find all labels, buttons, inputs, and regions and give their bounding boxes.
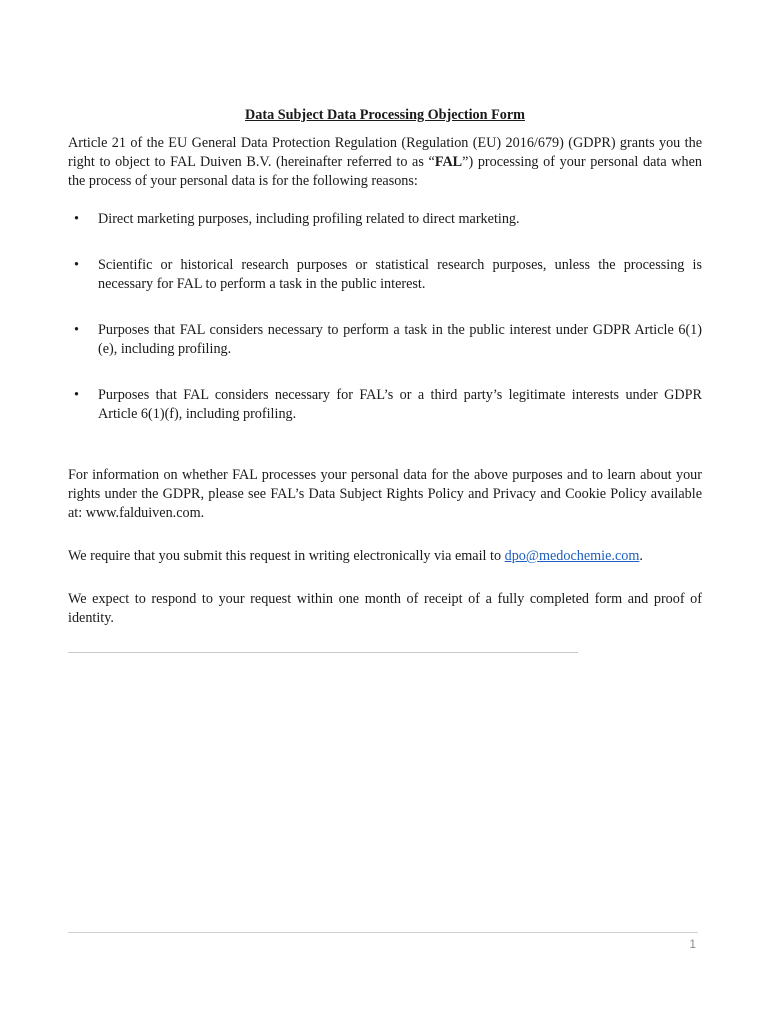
separator-line bbox=[68, 652, 578, 653]
bullet-icon: • bbox=[74, 322, 79, 338]
footer-divider bbox=[68, 932, 698, 933]
submit-paragraph bbox=[68, 547, 702, 566]
intro-bold-fal: FAL bbox=[434, 154, 463, 170]
intro-paragraph bbox=[68, 134, 702, 191]
list-item bbox=[68, 386, 702, 424]
list-item bbox=[68, 256, 702, 294]
list-item bbox=[68, 321, 702, 359]
document-body bbox=[68, 106, 702, 628]
document-title: Data Subject Data Processing Objection Form bbox=[245, 107, 525, 123]
page-number: 1 bbox=[689, 937, 696, 951]
submit-text: We require that you submit this request in writing electronically via email to bbox=[68, 548, 505, 564]
list-item-text: Purposes that FAL considers necessary for FAL’s or a third party’s legitimate interests under GDPR Article 6(1)(f), including profiling. bbox=[98, 387, 702, 422]
list-item-text: Purposes that FAL considers necessary to perform a task in the public interest under GDPR Article 6(1)(e), including profiling. bbox=[98, 322, 702, 357]
list-item-text: Direct marketing purposes, including profiling related to direct marketing. bbox=[98, 211, 520, 227]
submit-text-end: . bbox=[639, 548, 643, 564]
respond-paragraph: We expect to respond to your request within one month of receipt of a fully completed form and proof of identity. bbox=[68, 591, 702, 626]
list-item-text: Scientific or historical research purposes or statistical research purposes, unless the processing is necessary for FAL to perform a task in the public interest. bbox=[98, 257, 702, 292]
bullet-icon: • bbox=[74, 211, 79, 227]
email-link[interactable]: dpo@medochemie.com bbox=[504, 548, 640, 564]
intro-text-end: ”) processing of your personal data when the process of your personal data is for the following reasons: bbox=[68, 154, 702, 189]
bullet-icon: • bbox=[74, 387, 79, 403]
reasons-list bbox=[68, 210, 702, 424]
info-paragraph: For information on whether FAL processes your personal data for the above purposes and to learn about your rights under the GDPR, please see FAL’s Data Subject Rights Policy and Privacy and Cookie Policy available at: www.falduiven.com. bbox=[68, 467, 702, 521]
intro-text-start: Article 21 of the EU General Data Protection Regulation (Regulation (EU) 2016/679) (GDPR) grants you the right to object to FAL Duiven B.V. (hereinafter referred to as “ bbox=[68, 135, 702, 170]
bullet-icon: • bbox=[74, 257, 79, 273]
list-item bbox=[68, 210, 702, 229]
